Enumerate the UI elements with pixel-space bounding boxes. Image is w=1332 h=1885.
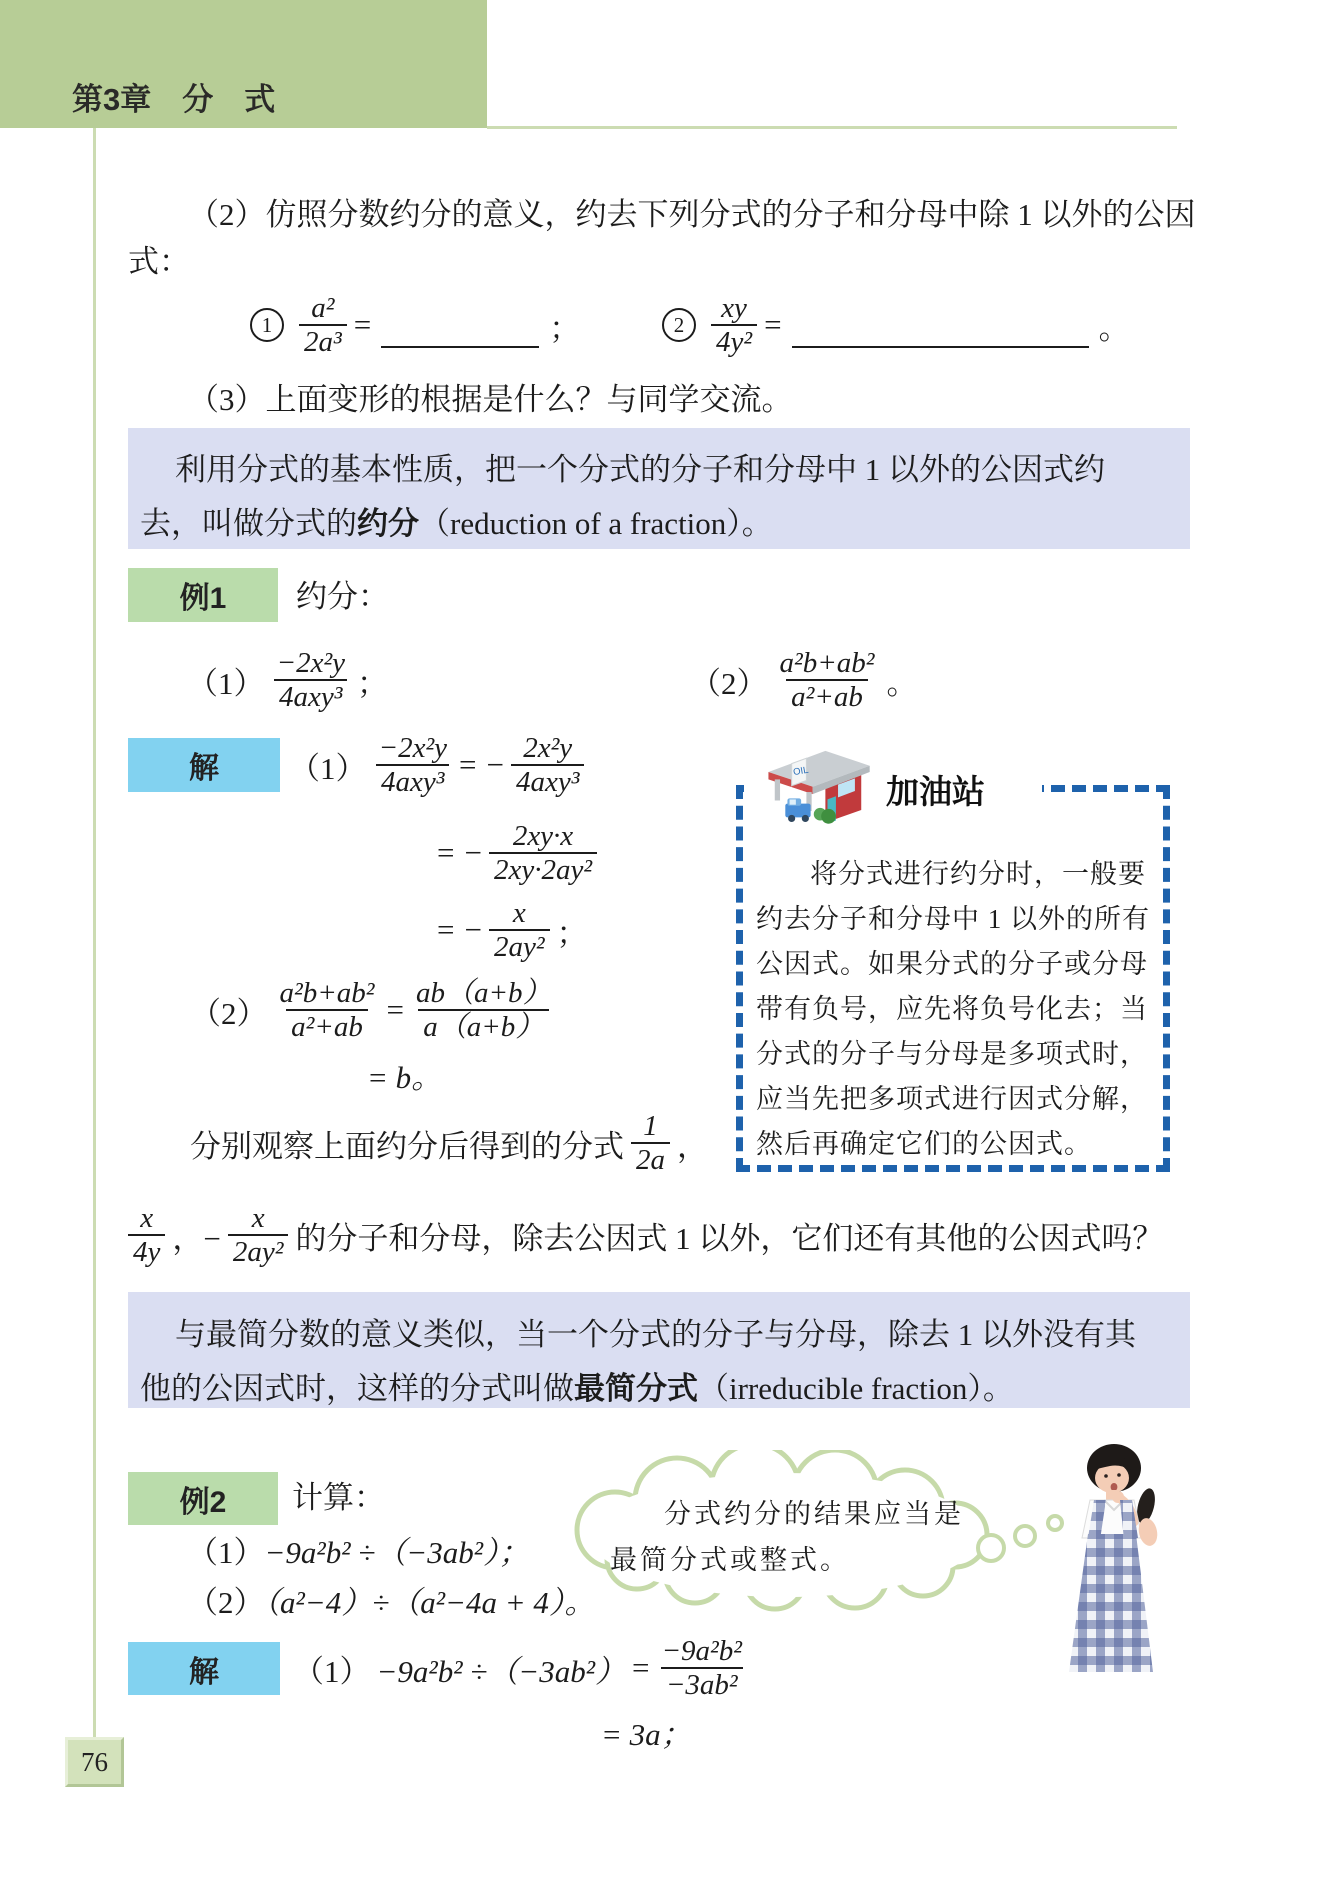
svg-text:OIL: OIL — [792, 764, 810, 779]
fraction-neg2x2y-over-4axy3: $\frac{\text{−2x²y}}{\text{4axy³}}$ — [272, 647, 351, 714]
solution2-row1 — [293, 1618, 754, 1718]
fill-blank-item-1 — [250, 275, 580, 375]
example1-task: 约分： — [296, 579, 389, 614]
minus-sign: − — [486, 747, 504, 782]
solution1-row1 — [289, 715, 591, 815]
page-number-plate — [65, 1737, 124, 1787]
item-number: （1） — [293, 1653, 371, 1689]
fraction-neg9a2b2-over-neg3ab2: $\frac{\text{−9a²b²}}{\text{−3ab²}}$ — [661, 1634, 742, 1701]
definition-irreducible-line1: 与最简分数的意义类似，当一个分式的分子与分母，除去 1 以外没有其 — [175, 1317, 1136, 1352]
solution1-row4 — [190, 960, 564, 1060]
circled-number-2: 2 — [662, 308, 696, 342]
tip-box-line: 然后再确定它们的公因式。 — [756, 1129, 1092, 1159]
paragraph-2-line2: 式： — [128, 244, 190, 279]
question-sentence: $\frac{x}{4y}$ ，− $\frac{x}{\text{2ay²}}$ 的分子和分母，除去公因式 1 以外，它们还有其他的公因式吗？ — [128, 1185, 1163, 1285]
definition-reduction-line2: 去，叫做分式的约分（reduction of a fraction）。 — [140, 506, 773, 541]
definition-reduction-line1: 利用分式的基本性质，把一个分式的分子和分母中 1 以外的公因式约 — [175, 452, 1105, 487]
expression: −9a²b² ÷（−3ab²） — [376, 1653, 626, 1689]
tip-box-line: 公因式。如果分式的分子或分母 — [756, 949, 1148, 979]
fraction: $\frac{ab(a+b)}{a(a+b)}$ — [415, 976, 552, 1043]
observe-sentence: 分别观察上面约分后得到的分式 $\frac{1}{2a}$ ， — [190, 1109, 708, 1176]
example1-chip: 例1 — [128, 568, 278, 622]
equals-sign: = — [437, 912, 455, 947]
gas-station-icon — [760, 744, 876, 838]
tip-box-line: 将分式进行约分时，一般要 — [810, 859, 1146, 889]
item-number: （1） — [187, 665, 265, 701]
tip-box-line: 应当先把多项式进行因式分解， — [756, 1084, 1148, 1114]
example1-item2 — [690, 630, 917, 730]
fraction-xy-over-4y2: $\frac{xy}{\text{4y²}}$ — [711, 292, 757, 359]
paragraph-2-line1: （2）仿照分数约分的意义，约去下列分式的分子和分母中除 1 以外的公因 — [188, 197, 1196, 232]
minus-sign: − — [464, 912, 482, 947]
item-number: （2） — [690, 665, 768, 701]
fraction-1-over-2a: $\frac{1}{2a}$ — [631, 1110, 670, 1177]
minus-sign: − — [464, 835, 482, 870]
answer-blank-2 — [792, 346, 1089, 349]
tip-box-line: 分式的分子与分母是多项式时， — [756, 1039, 1148, 1069]
margin-rule — [93, 128, 96, 1737]
chapter-title: 第3章 分 式 — [72, 82, 276, 117]
solution2-row2: = 3a； — [601, 1717, 692, 1752]
solution2-chip: 解 — [128, 1642, 280, 1695]
thinking-girl-photo — [1060, 1440, 1170, 1692]
fill-blank-item-2 — [662, 275, 1130, 375]
fraction: $\frac{\text{2x²y}}{\text{4axy³}}$ — [511, 732, 584, 799]
equals-sign: = — [631, 1650, 650, 1685]
fraction: $\frac{\text{a²b+ab²}}{\text{a²+ab}}$ — [279, 976, 375, 1043]
fraction-x-over-4y: $\frac{x}{4y}$ — [128, 1202, 165, 1269]
header-rule — [487, 126, 1177, 129]
period-mark: 。 — [1098, 310, 1130, 346]
solution1-chip: 解 — [128, 738, 280, 792]
item-number: （1） — [289, 750, 367, 786]
fraction-a2-over-2a3: $\frac{\text{a²}}{\text{2a³}}$ — [299, 292, 347, 359]
equals-sign: = — [764, 307, 782, 342]
item-number: （2） — [190, 995, 268, 1031]
separator-semicolon: ； — [357, 665, 389, 701]
page-number: 76 — [81, 1746, 108, 1777]
separator-semicolon: ； — [556, 915, 588, 951]
solution1-row5: = b。 — [367, 1060, 443, 1095]
thought-bubble — [555, 1450, 1085, 1615]
paragraph-3: （3）上面变形的根据是什么？与同学交流。 — [188, 382, 793, 417]
example2-item1: （1）−9a²b² ÷（−3ab²）； — [187, 1535, 530, 1570]
term-reduction: 约分 — [357, 506, 419, 541]
tip-box-line: 带有负号，应先将负号化去；当 — [756, 994, 1148, 1024]
definition-irreducible-line2: 他的公因式时，这样的分式叫做最简分式（irreducible fraction）。 — [140, 1371, 1014, 1406]
tip-box-title: 加油站 — [886, 773, 985, 810]
equals-sign: = — [386, 992, 404, 1027]
equals-sign: = — [459, 747, 477, 782]
tip-box-line: 约去分子和分母中 1 以外的所有 — [756, 904, 1150, 934]
period-mark: 。 — [886, 665, 918, 701]
example2-chip: 例2 — [128, 1472, 278, 1525]
fraction-a2b-plus-ab2-over-a2-plus-ab: $\frac{\text{a²b+ab²}}{\text{a²+ab}}$ — [779, 646, 875, 713]
term-irreducible: 最简分式 — [574, 1371, 698, 1406]
equals-sign: = — [437, 835, 455, 870]
answer-blank-1 — [381, 346, 539, 349]
equals-sign: = — [353, 307, 372, 342]
fraction: $\frac{2xy\cdot x}{\text{2xy·2ay²}}$ — [489, 820, 597, 887]
example2-item2: （2）（a²−4）÷（a²−4a + 4）。 — [187, 1585, 596, 1620]
tip-box-text — [756, 852, 1158, 1167]
fraction: $\frac{\text{−2x²y}}{\text{4axy³}}$ — [374, 732, 453, 799]
example2-task: 计算： — [292, 1480, 385, 1515]
separator-semicolon: ； — [549, 310, 581, 346]
fraction-x-over-2ay2: $\frac{x}{\text{2ay²}}$ — [228, 1202, 289, 1269]
fraction: $\frac{x}{\text{2ay²}}$ — [489, 897, 550, 964]
circled-number-1: 1 — [250, 308, 284, 342]
thought-bubble-line1: 分式约分的结果应当是 — [664, 1499, 964, 1529]
comma-mark: ， — [677, 1128, 708, 1164]
comma-minus: ，− — [172, 1220, 221, 1256]
thought-bubble-line2: 最简分式或整式。 — [610, 1545, 850, 1575]
